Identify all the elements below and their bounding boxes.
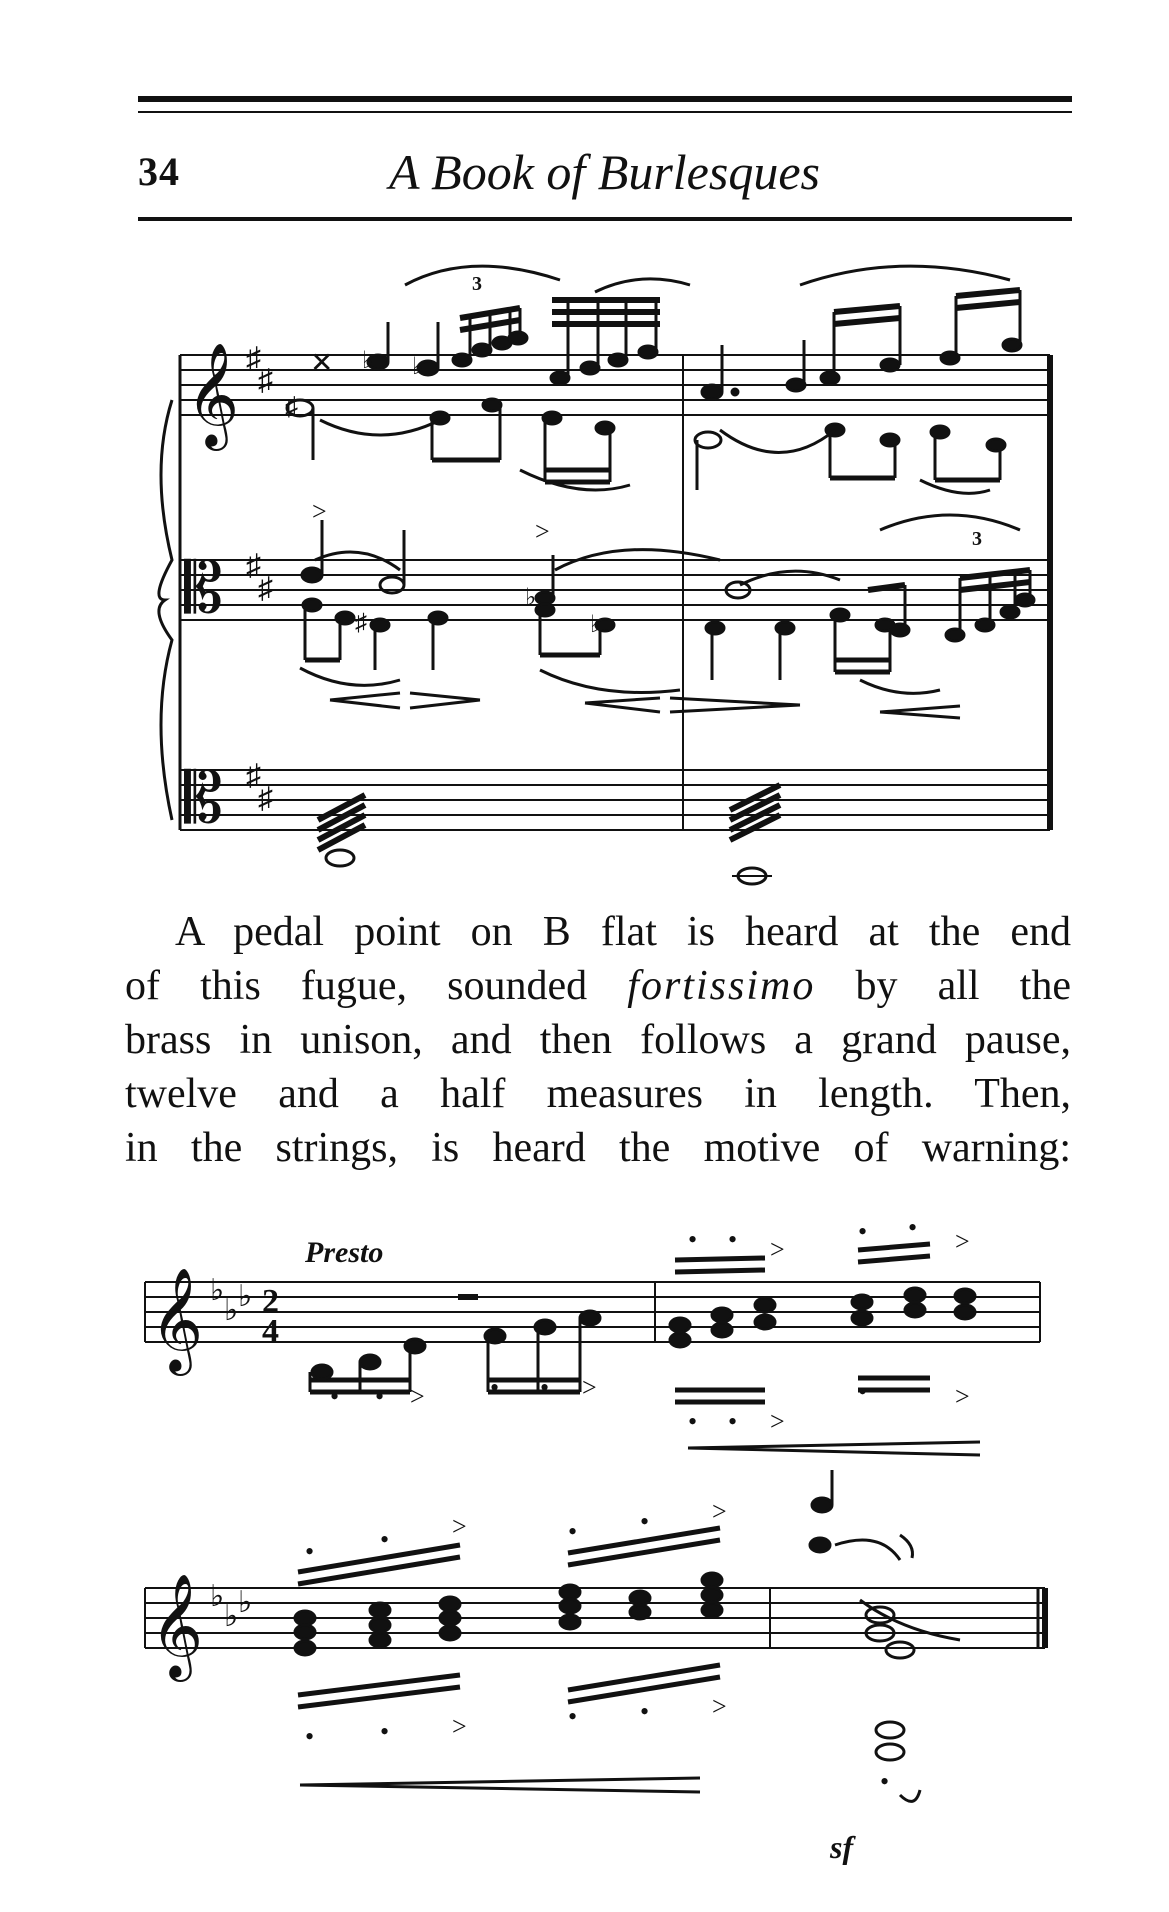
header-top-rule-thin xyxy=(138,111,1072,113)
svg-text:>: > xyxy=(770,1235,785,1264)
svg-text:>: > xyxy=(535,517,550,546)
svg-text:•: • xyxy=(640,1507,650,1536)
svg-text:•: • xyxy=(330,1382,340,1411)
triplet-mark: 3 xyxy=(972,528,982,550)
svg-text:>: > xyxy=(312,497,327,526)
tempo-marking: Presto xyxy=(305,1236,384,1269)
svg-text:•: • xyxy=(880,1767,890,1796)
italic-term: fortissimo xyxy=(627,963,816,1009)
svg-text:•: • xyxy=(305,1722,315,1751)
svg-text:♭: ♭ xyxy=(238,1280,253,1313)
staff-4-notes xyxy=(310,1244,975,1402)
svg-text:♯: ♯ xyxy=(258,364,273,397)
treble-clef-icon: 𝄞 xyxy=(150,1271,204,1370)
svg-text:♭: ♭ xyxy=(224,1294,239,1327)
svg-text:♭: ♭ xyxy=(210,1580,225,1613)
brace xyxy=(159,400,172,820)
svg-text:♭: ♭ xyxy=(210,1274,225,1307)
svg-text:•: • xyxy=(375,1382,385,1411)
svg-text:•: • xyxy=(490,1373,500,1402)
page-number: 34 xyxy=(138,149,180,194)
svg-text:♯: ♯ xyxy=(258,782,273,815)
svg-text:>: > xyxy=(712,1692,727,1721)
treble-clef-icon: 𝄞 xyxy=(186,346,240,445)
svg-text:♯: ♯ xyxy=(258,572,273,605)
treble-clef-icon: 𝄞 xyxy=(150,1577,204,1676)
svg-text:>: > xyxy=(582,1373,597,1402)
svg-text:•: • xyxy=(305,1537,315,1566)
svg-text:>: > xyxy=(410,1382,425,1411)
svg-text:•: • xyxy=(728,1225,738,1254)
svg-text:•: • xyxy=(688,1225,698,1254)
svg-text:♯: ♯ xyxy=(246,342,261,375)
svg-text:>: > xyxy=(955,1227,970,1256)
svg-text:♭: ♭ xyxy=(238,1586,253,1619)
svg-text:♯: ♯ xyxy=(246,759,261,792)
svg-text:•: • xyxy=(728,1407,738,1436)
svg-text:♭: ♭ xyxy=(525,585,537,611)
octave-mark: 3 xyxy=(472,273,482,295)
paragraph-line-2: of this fugue, sounded fortissimo by all the xyxy=(125,963,1071,1009)
header-top-rule-thick xyxy=(138,96,1072,102)
bass-clef-icon: 𝄡 xyxy=(184,551,224,628)
paragraph-line-4: twelve and a half measures in length. Then, xyxy=(125,1071,1071,1117)
svg-text:>: > xyxy=(955,1382,970,1411)
svg-text:•: • xyxy=(908,1215,918,1242)
staff-5 xyxy=(145,1588,1045,1648)
staff-3 xyxy=(180,770,1050,830)
svg-text:>: > xyxy=(770,1407,785,1436)
svg-text:•: • xyxy=(568,1517,578,1546)
paragraph-line-1: A pedal point on B flat is heard at the end xyxy=(175,909,1071,955)
dynamic-marking: sf xyxy=(830,1829,854,1865)
svg-text:>: > xyxy=(452,1712,467,1741)
time-signature-top: 2 xyxy=(262,1283,279,1320)
svg-text:•: • xyxy=(380,1717,390,1746)
svg-text:♯: ♯ xyxy=(355,610,367,636)
running-title: A Book of Burlesques xyxy=(389,144,820,200)
svg-text:•: • xyxy=(858,1217,868,1246)
svg-text:♯: ♯ xyxy=(246,549,261,582)
svg-text:♭: ♭ xyxy=(362,348,374,374)
svg-text:>: > xyxy=(452,1512,467,1541)
staff-2-notes xyxy=(302,497,1034,680)
body-paragraph xyxy=(125,905,1071,1175)
svg-text:♯: ♯ xyxy=(285,392,298,421)
svg-text:•: • xyxy=(688,1407,698,1436)
bass-clef-icon: 𝄡 xyxy=(184,761,224,838)
music-example-2 xyxy=(0,1215,1169,1905)
staff-1-notes xyxy=(285,273,1021,490)
time-signature-bottom: 4 xyxy=(262,1313,279,1350)
svg-text:•: • xyxy=(858,1377,868,1406)
svg-text:•: • xyxy=(568,1702,578,1731)
svg-text:•: • xyxy=(380,1525,390,1554)
svg-text:•: • xyxy=(540,1373,550,1402)
svg-text:♭: ♭ xyxy=(224,1600,239,1633)
paragraph-line-3: brass in unison, and then follows a grand pause, xyxy=(125,1017,1071,1063)
header-bottom-rule xyxy=(138,217,1072,221)
svg-text:>: > xyxy=(712,1497,727,1526)
svg-text:✕: ✕ xyxy=(310,348,334,379)
paragraph-line-5: in the strings, is heard the motive of warning: xyxy=(125,1125,1071,1171)
svg-text:•: • xyxy=(640,1697,650,1726)
svg-text:♭: ♭ xyxy=(412,354,424,380)
svg-text:♭: ♭ xyxy=(590,612,602,638)
